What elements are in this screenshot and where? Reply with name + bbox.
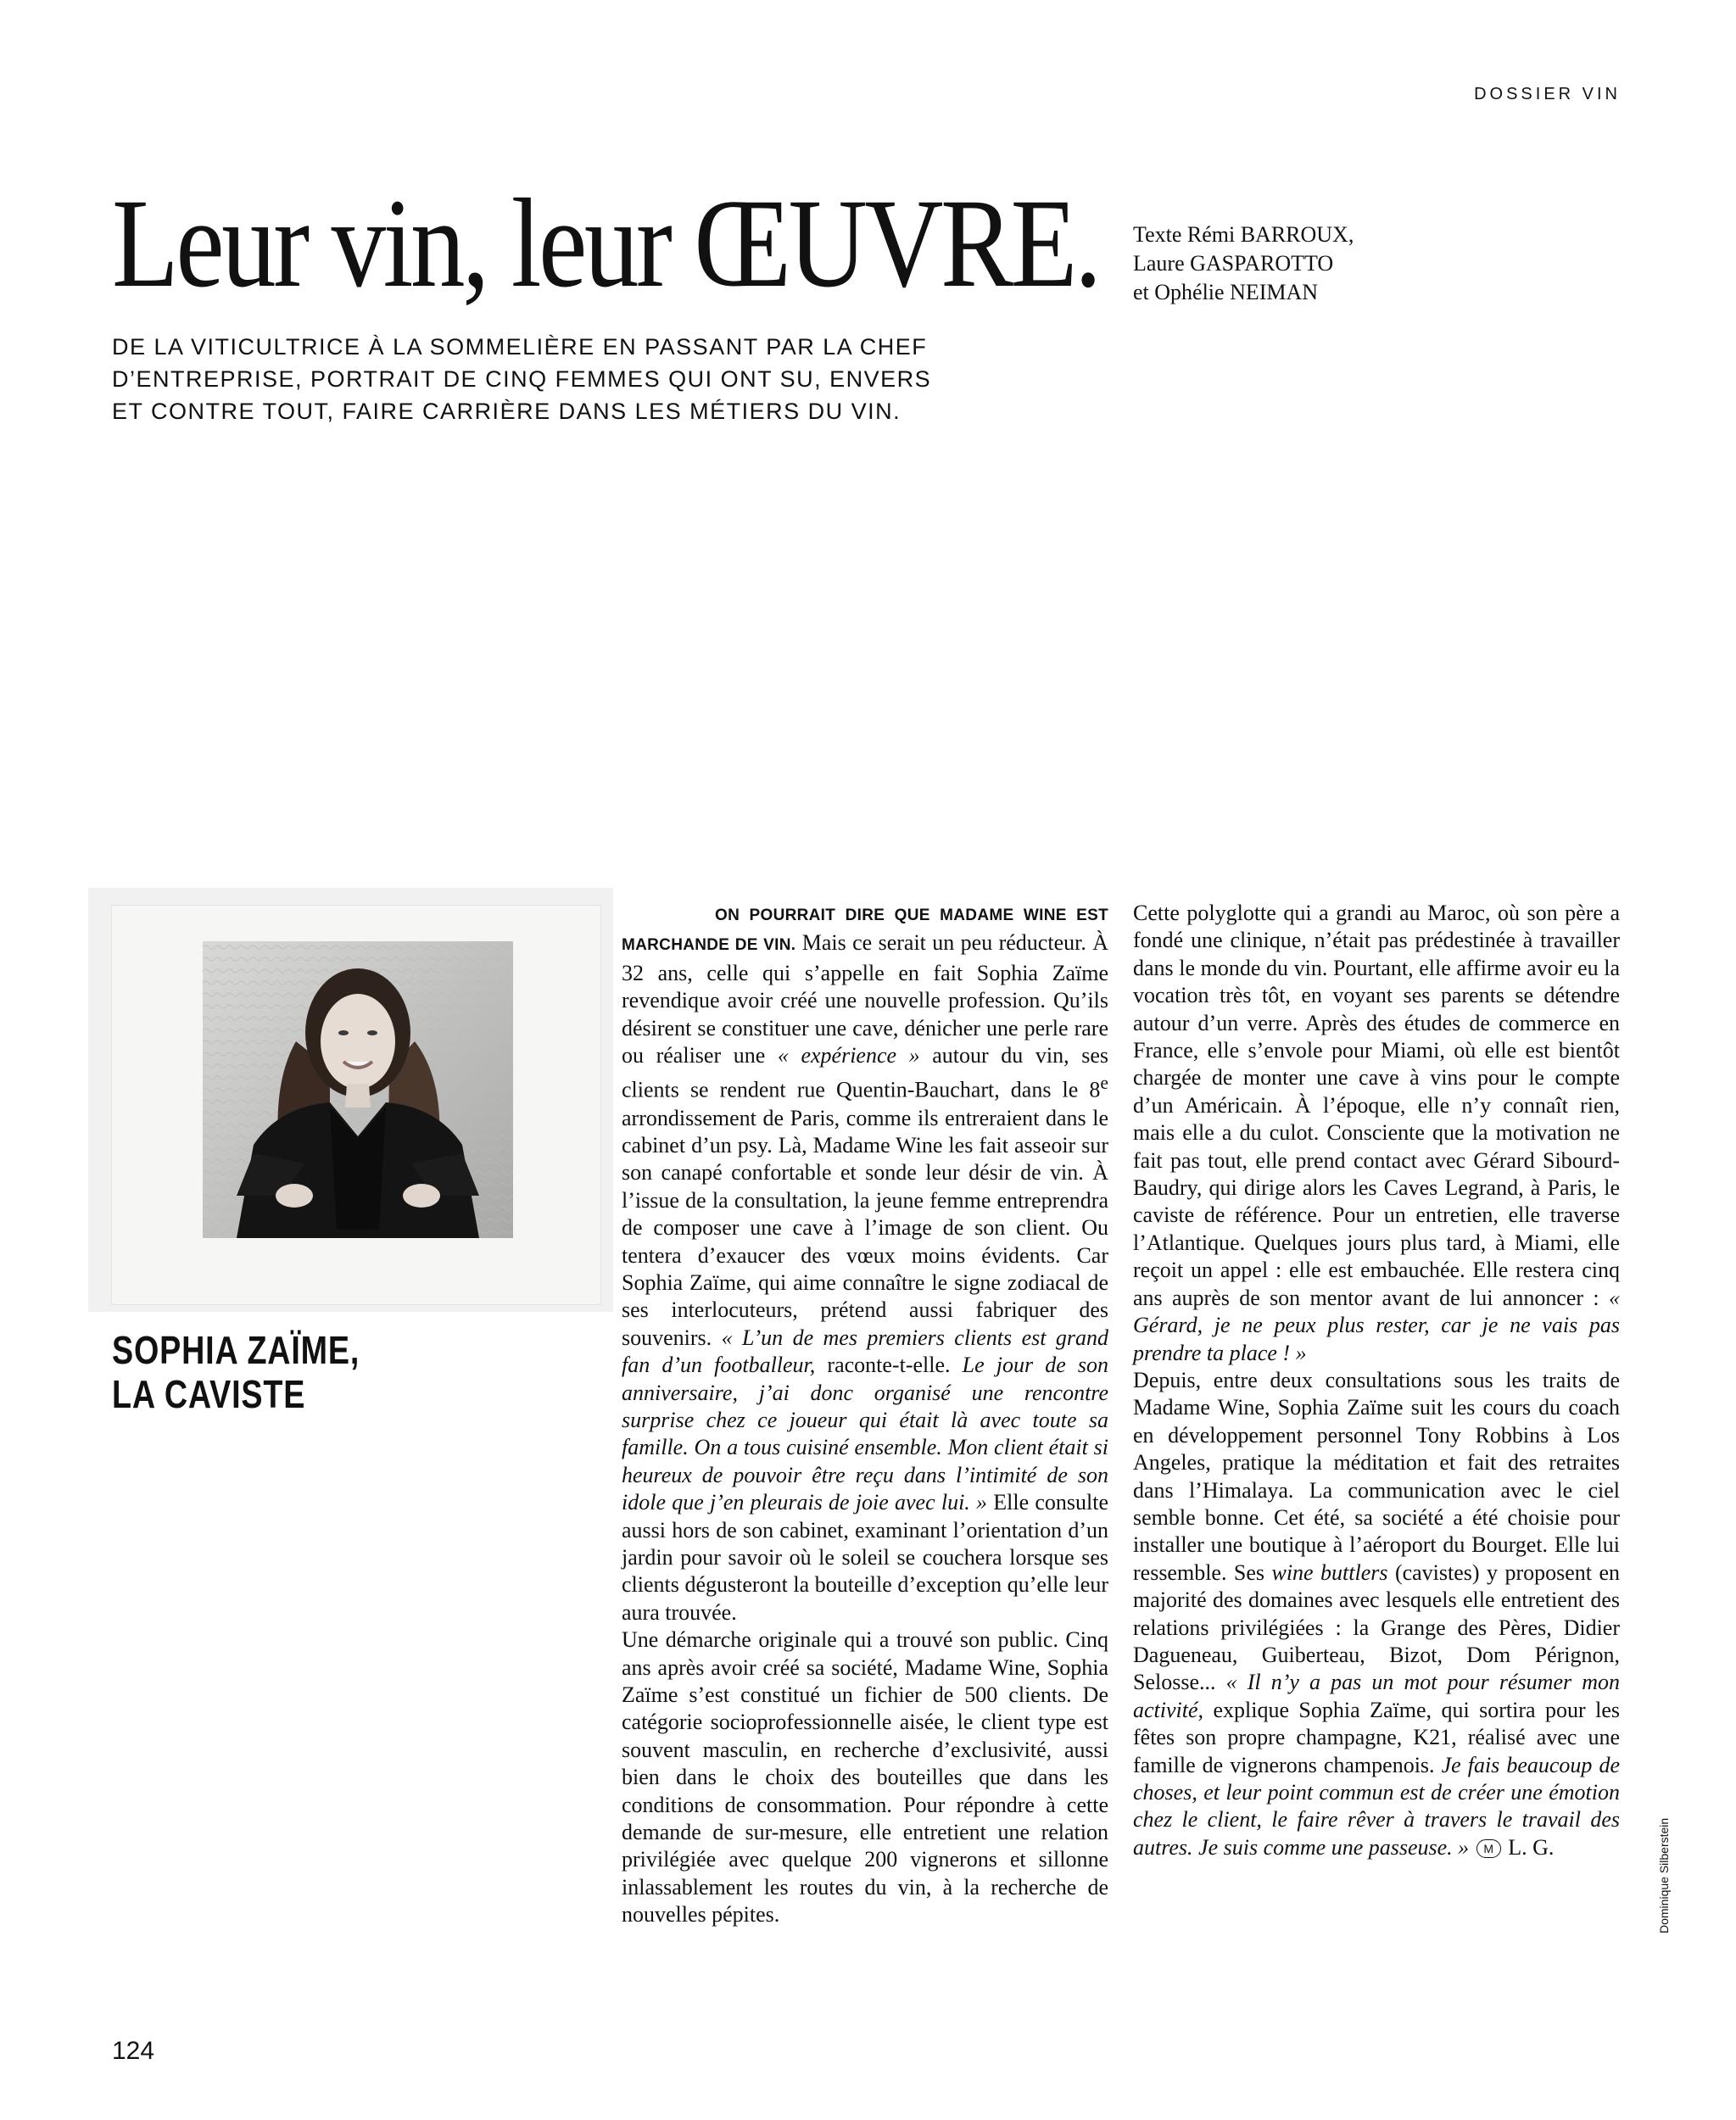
section-label: DOSSIER VIN (1474, 85, 1621, 103)
foreign-term: wine buttlers (1271, 1559, 1388, 1585)
profile-title (112, 1328, 360, 1416)
byline-line: Laure GASPAROTTO (1133, 251, 1334, 276)
byline (1133, 220, 1354, 307)
lead-in: MARCHANDE DE VIN. (622, 936, 796, 955)
portrait-illustration (203, 941, 513, 1238)
standfirst-line: ET CONTRE TOUT, FAIRE CARRIÈRE DANS LES MÉTIERS DU VIN. (112, 399, 901, 424)
paragraph (622, 900, 1108, 1626)
paragraph-text: Mais ce serait un peu réducteur. À 32 ans, celle qui s’appelle en fait Sophia Zaïme revendique avoir créé une nouvelle profession. Qu’ils désirent se constituer une cave, dénicher une perle rare ou réaliser une (622, 930, 1108, 1068)
paragraph (1133, 900, 1620, 1367)
end-mark-icon: M (1476, 1839, 1501, 1858)
headline: Leur vin, leur ŒUVRE. (112, 173, 1099, 314)
profile-role: LA CAVISTE (112, 1372, 306, 1416)
paragraph-text: autour du vin, ses clients se rendent rue Quentin-Bauchart, dans le 8 (622, 1043, 1108, 1103)
photo-credit: Dominique Silberstein (1657, 1817, 1671, 1933)
quote: Je fais beaucoup de choses, et leur point commun est de créer une émotion chez le client, le faire rêver à travers le travail des autres. Je suis comme une passeuse. » (1133, 1752, 1620, 1860)
paragraph-text: Depuis, entre deux consultations sous les traits de Madame Wine, Sophia Zaïme suit les cours du coach en développement personnel Tony Robbins à Los Angeles, pratique la méditation et fait des retraites dans l’Himalaya. La communication avec le ciel semble bonne. Cet été, sa société a été choisie pour installer une boutique à l’aéroport du Bourget. Elle lui ressemble. Ses (1133, 1367, 1620, 1585)
author-initials: L. G. (1502, 1834, 1555, 1860)
paragraph-text: explique Sophia Zaïme, qui sortira pour les fêtes son propre champagne, K21, réalisé avec une famille de vignerons champenois. (1133, 1697, 1620, 1777)
article-column-2 (1133, 900, 1620, 1861)
paragraph-text: raconte-t-elle. (815, 1353, 963, 1378)
standfirst-line: DE LA VITICULTRICE À LA SOMMELIÈRE EN PASSANT PAR LA CHEF (112, 334, 928, 360)
quote: « expérience » (777, 1043, 920, 1068)
paragraph-text: Cette polyglotte qui a grandi au Maroc, où son père a fondé une clinique, n’était pas prédestinée à travailler dans le monde du vin. Pourtant, elle affirme avoir eu la vocation très tôt, en voyant ses parents se détendre autour d’un verre. Après des études de commerce en France, elle s’envole pour Miami, où elle est bientôt chargée de monter une cave à vins pour le compte d’un Américain. À l’époque, elle n’y connaît rien, mais elle a du culot. Consciente que la motivation ne fait pas tout, elle prend contact avec Gérard Sibourd-Baudry, qui dirige alors les Caves Legrand, à Paris, le caviste de référence. Pour un entretien, elle traverse l’Atlantique. Quelques jours plus tard, à Miami, elle reçoit un appel : elle est embauchée. Elle restera cinq ans auprès de son mentor avant de lui annoncer : (1133, 901, 1620, 1310)
byline-line: Texte Rémi BARROUX, (1133, 222, 1354, 247)
paragraph-text: Elle consulte aussi hors de son cabinet, examinant l’orientation d’un jardin pour savoir où le soleil se couchera lorsque ses clients dégusteront la bouteille d’exception qu’elle leur aura trouvée. (622, 1490, 1108, 1625)
paragraph-text: arrondissement de Paris, comme ils entreraient dans le cabinet d’un psy. Là, Madame Wine les fait asseoir sur son canapé confortable et sonde leur désir de vin. À l’issue de la consultation, la jeune femme entreprendra de composer une cave à l’image de son client. Ou tentera d’exaucer des vœux moins évidents. Car Sophia Zaïme, qui aime connaître le signe zodiacal de ses interlocuteurs, prétend aussi fabriquer des souvenirs. (622, 1105, 1108, 1350)
page-number: 124 (112, 2037, 155, 2065)
quote: Le jour de son anniversaire, j’ai donc organisé une rencontre surprise chez ce joueur qui était là avec toute sa famille. On a tous cuisiné ensemble. Mon client était si heureux de pouvoir être reçu dans l’intimité de son idole que j’en pleurais de joie avec lui. » (622, 1353, 1109, 1515)
paragraph: Une démarche originale qui a trouvé son public. Cinq ans après avoir créé sa société, Madame Wine, Sophia Zaïme s’est constitué un fichier de 500 clients. De catégorie socioprofessionnelle aisée, le client type est souvent masculin, en recherche d’exclusivité, aussi bien dans le choix des bouteilles que dans les conditions de consommation. Pour répondre à cette demande de sur-mesure, elle entretient une relation privilégiée avec quelque 200 vignerons et sillonne inlassablement les routes du vin, à la recherche de nouvelles pépites. (622, 1627, 1108, 1928)
superscript: e (1100, 1073, 1108, 1094)
paragraph-text: (cavistes) y proposent en majorité des domaines avec lesquels elle entretient des relations privilégiées : la Grange des Pères, Didier Dagueneau, Guiberteau, Bizot, Dom Pérignon, Selosse... (1133, 1559, 1620, 1695)
standfirst-line: D’ENTREPRISE, PORTRAIT DE CINQ FEMMES QUI ONT SU, ENVERS (112, 366, 932, 392)
polaroid-frame (112, 906, 600, 1304)
quote: « Il n’y a pas un mot pour résumer mon activité, (1133, 1670, 1620, 1722)
quote: « L’un de mes premiers clients est grand fan d’un footballeur, (622, 1325, 1108, 1378)
profile-name: SOPHIA ZAÏME, (112, 1328, 360, 1372)
paragraph (1133, 1367, 1620, 1861)
quote: « Gérard, je ne peux plus rester, car je ne vais pas prendre ta place ! » (1133, 1285, 1620, 1365)
standfirst (112, 331, 1028, 427)
article-column-1 (622, 900, 1108, 1929)
lead-in: ON POURRAIT DIRE QUE MADAME WINE EST (715, 907, 1108, 924)
portrait-photo (203, 941, 513, 1238)
byline-line: et Ophélie NEIMAN (1133, 280, 1319, 304)
